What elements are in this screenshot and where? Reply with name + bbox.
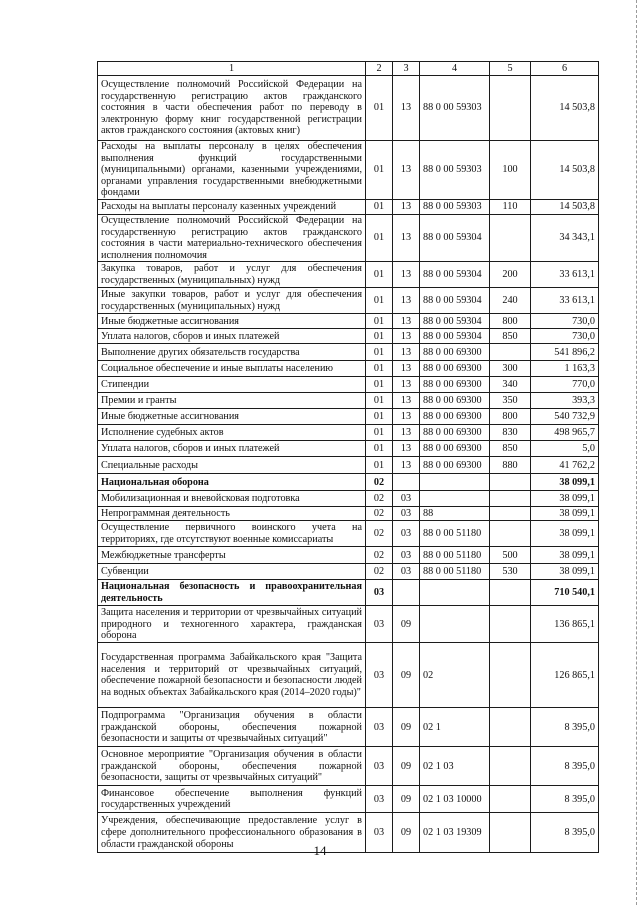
row-subsection: 03	[393, 564, 420, 580]
row-target-article: 88 0 00 69300	[420, 361, 490, 377]
row-target-article: 88 0 00 59304	[420, 214, 490, 261]
row-section: 01	[366, 76, 393, 141]
row-target-article: 88 0 00 59303	[420, 76, 490, 141]
row-subsection: 13	[393, 262, 420, 288]
row-name: Межбюджетные трансферты	[98, 547, 366, 564]
row-expense-type	[490, 786, 531, 813]
row-section: 01	[366, 361, 393, 377]
row-expense-type: 240	[490, 288, 531, 314]
table-row	[98, 786, 599, 813]
row-name: Финансовое обеспечение выполнения функций государственных учреждений	[98, 786, 366, 813]
row-subsection: 09	[393, 786, 420, 813]
row-target-article: 88 0 00 59304	[420, 314, 490, 329]
row-expense-type	[490, 643, 531, 708]
row-subsection: 03	[393, 507, 420, 521]
row-target-article	[420, 491, 490, 507]
row-target-article: 02 1 03	[420, 747, 490, 786]
row-name: Выполнение других обязательств государства	[98, 344, 366, 361]
table-row	[98, 344, 599, 361]
row-name: Осуществление первичного воинского учета на территориях, где отсутствуют военные комиссариаты	[98, 521, 366, 547]
row-subsection: 09	[393, 606, 420, 643]
row-section: 03	[366, 606, 393, 643]
row-expense-type	[490, 76, 531, 141]
table-row	[98, 141, 599, 200]
table-row	[98, 474, 599, 491]
table-header-row	[98, 62, 599, 76]
row-name: Подпрограмма "Организация обучения в области гражданской обороны, обеспечения пожарной безопасности и защиты от чрезвычайных ситуаций"	[98, 708, 366, 747]
row-amount: 393,3	[531, 393, 599, 409]
table-row	[98, 361, 599, 377]
row-name: Иные закупки товаров, работ и услуг для обеспечения государственных (муниципальных) нужд	[98, 288, 366, 314]
row-expense-type: 830	[490, 425, 531, 441]
table-row	[98, 288, 599, 314]
row-target-article: 02 1 03 19309	[420, 813, 490, 853]
row-name: Иные бюджетные ассигнования	[98, 409, 366, 425]
row-section: 03	[366, 813, 393, 853]
row-target-article: 02	[420, 643, 490, 708]
row-amount: 34 343,1	[531, 214, 599, 261]
row-section: 01	[366, 409, 393, 425]
row-target-article: 02 1 03 10000	[420, 786, 490, 813]
row-subsection: 13	[393, 344, 420, 361]
row-target-article: 88 0 00 69300	[420, 425, 490, 441]
row-amount: 8 395,0	[531, 747, 599, 786]
row-target-article: 88 0 00 51180	[420, 564, 490, 580]
row-target-article	[420, 580, 490, 606]
row-target-article	[420, 474, 490, 491]
row-amount: 38 099,1	[531, 547, 599, 564]
row-name: Осуществление полномочий Российской Федерации на государственную регистрацию актов гражданского состояния в части обеспечения работ по переводу в электронную форму книг государственной регистрации актов гражданского состояния (актовых книг)	[98, 76, 366, 141]
row-name: Субвенции	[98, 564, 366, 580]
row-subsection: 13	[393, 393, 420, 409]
row-amount: 38 099,1	[531, 564, 599, 580]
row-expense-type	[490, 491, 531, 507]
row-amount: 1 163,3	[531, 361, 599, 377]
table-row	[98, 521, 599, 547]
row-name: Основное мероприятие "Организация обучения в области гражданской обороны, обеспечения пожарной безопасности, защиты от чрезвычайных ситуаций"	[98, 747, 366, 786]
row-subsection: 03	[393, 547, 420, 564]
table-row	[98, 580, 599, 606]
row-subsection: 09	[393, 708, 420, 747]
row-subsection: 13	[393, 214, 420, 261]
header-col-amount: 6	[531, 62, 599, 76]
row-subsection: 03	[393, 491, 420, 507]
row-expense-type: 110	[490, 199, 531, 214]
row-target-article: 88	[420, 507, 490, 521]
row-name: Премии и гранты	[98, 393, 366, 409]
row-amount: 38 099,1	[531, 491, 599, 507]
row-target-article: 88 0 00 59303	[420, 199, 490, 214]
table-row	[98, 76, 599, 141]
row-expense-type	[490, 708, 531, 747]
row-subsection: 09	[393, 747, 420, 786]
row-subsection	[393, 580, 420, 606]
row-name: Уплата налогов, сборов и иных платежей	[98, 441, 366, 457]
row-subsection: 09	[393, 643, 420, 708]
header-col-target-article: 4	[420, 62, 490, 76]
row-expense-type: 300	[490, 361, 531, 377]
row-expense-type	[490, 507, 531, 521]
table-row	[98, 393, 599, 409]
row-amount: 14 503,8	[531, 199, 599, 214]
table-row	[98, 409, 599, 425]
table-row	[98, 329, 599, 344]
row-amount: 540 732,9	[531, 409, 599, 425]
row-amount: 136 865,1	[531, 606, 599, 643]
row-subsection: 13	[393, 76, 420, 141]
row-section: 01	[366, 199, 393, 214]
row-amount: 14 503,8	[531, 76, 599, 141]
table-row	[98, 747, 599, 786]
table-row	[98, 457, 599, 474]
table-row	[98, 377, 599, 393]
row-amount: 8 395,0	[531, 813, 599, 853]
row-amount: 498 965,7	[531, 425, 599, 441]
row-subsection: 13	[393, 361, 420, 377]
row-name: Стипендии	[98, 377, 366, 393]
row-section: 03	[366, 643, 393, 708]
row-section: 03	[366, 786, 393, 813]
row-target-article: 88 0 00 69300	[420, 441, 490, 457]
row-subsection: 13	[393, 329, 420, 344]
row-subsection: 13	[393, 288, 420, 314]
table-row	[98, 547, 599, 564]
page-number: 14	[313, 843, 327, 858]
row-name: Мобилизационная и вневойсковая подготовка	[98, 491, 366, 507]
row-amount: 541 896,2	[531, 344, 599, 361]
row-section: 01	[366, 314, 393, 329]
row-target-article	[420, 606, 490, 643]
row-name: Защита населения и территории от чрезвычайных ситуаций природного и техногенного характера, гражданская оборона	[98, 606, 366, 643]
row-target-article: 88 0 00 59304	[420, 329, 490, 344]
table-row	[98, 491, 599, 507]
row-section: 02	[366, 521, 393, 547]
row-subsection: 13	[393, 425, 420, 441]
row-expense-type	[490, 474, 531, 491]
row-target-article: 88 0 00 51180	[420, 521, 490, 547]
row-expense-type	[490, 747, 531, 786]
row-name: Уплата налогов, сборов и иных платежей	[98, 329, 366, 344]
row-amount: 33 613,1	[531, 262, 599, 288]
row-subsection: 13	[393, 199, 420, 214]
row-section: 01	[366, 377, 393, 393]
row-section: 01	[366, 457, 393, 474]
header-col-name: 1	[98, 62, 366, 76]
row-name: Исполнение судебных актов	[98, 425, 366, 441]
table-row	[98, 425, 599, 441]
row-section: 01	[366, 329, 393, 344]
row-section: 01	[366, 288, 393, 314]
row-name: Закупка товаров, работ и услуг для обеспечения государственных (муниципальных) нужд	[98, 262, 366, 288]
row-section: 02	[366, 474, 393, 491]
row-amount: 38 099,1	[531, 474, 599, 491]
row-section: 01	[366, 262, 393, 288]
row-section: 01	[366, 393, 393, 409]
row-section: 02	[366, 491, 393, 507]
row-amount: 41 762,2	[531, 457, 599, 474]
table-row	[98, 314, 599, 329]
row-section: 03	[366, 708, 393, 747]
row-target-article: 88 0 00 59304	[420, 262, 490, 288]
row-section: 01	[366, 441, 393, 457]
row-subsection: 13	[393, 441, 420, 457]
table-row	[98, 643, 599, 708]
row-section: 03	[366, 580, 393, 606]
row-subsection: 03	[393, 521, 420, 547]
row-target-article: 88 0 00 51180	[420, 547, 490, 564]
row-amount: 126 865,1	[531, 643, 599, 708]
row-subsection: 13	[393, 409, 420, 425]
row-name: Расходы на выплаты персоналу в целях обеспечения выполнения функций государственными (муниципальными) органами, казенными учреждениями, органами управления государственными внебюджетными фондами	[98, 141, 366, 200]
row-subsection: 13	[393, 457, 420, 474]
row-amount: 8 395,0	[531, 708, 599, 747]
header-col-expense-type: 5	[490, 62, 531, 76]
row-name: Непрограммная деятельность	[98, 507, 366, 521]
row-expense-type: 350	[490, 393, 531, 409]
row-expense-type: 100	[490, 141, 531, 200]
row-name: Иные бюджетные ассигнования	[98, 314, 366, 329]
row-name: Социальное обеспечение и иные выплаты населению	[98, 361, 366, 377]
row-expense-type	[490, 344, 531, 361]
row-target-article: 88 0 00 69300	[420, 409, 490, 425]
page-edge-dashed-line	[636, 0, 637, 905]
row-expense-type	[490, 606, 531, 643]
row-section: 02	[366, 547, 393, 564]
row-expense-type: 800	[490, 409, 531, 425]
row-amount: 770,0	[531, 377, 599, 393]
row-amount: 8 395,0	[531, 786, 599, 813]
row-name: Национальная безопасность и правоохранительная деятельность	[98, 580, 366, 606]
row-expense-type: 850	[490, 441, 531, 457]
table-row	[98, 199, 599, 214]
row-expense-type	[490, 521, 531, 547]
table-body	[98, 76, 599, 853]
row-section: 01	[366, 214, 393, 261]
row-section: 02	[366, 507, 393, 521]
row-section: 03	[366, 747, 393, 786]
row-target-article: 88 0 00 59304	[420, 288, 490, 314]
table-row	[98, 564, 599, 580]
row-target-article: 88 0 00 69300	[420, 393, 490, 409]
row-subsection: 13	[393, 141, 420, 200]
row-amount: 5,0	[531, 441, 599, 457]
row-amount: 730,0	[531, 329, 599, 344]
row-target-article: 88 0 00 69300	[420, 457, 490, 474]
row-amount: 710 540,1	[531, 580, 599, 606]
header-col-section: 2	[366, 62, 393, 76]
table-row	[98, 507, 599, 521]
table-row	[98, 214, 599, 261]
row-name: Учреждения, обеспечивающие предоставление услуг в сфере дополнительного профессионального образования в области гражданской обороны	[98, 813, 366, 853]
row-target-article: 88 0 00 59303	[420, 141, 490, 200]
row-expense-type: 850	[490, 329, 531, 344]
row-expense-type: 200	[490, 262, 531, 288]
table-row	[98, 708, 599, 747]
row-expense-type: 800	[490, 314, 531, 329]
row-expense-type: 880	[490, 457, 531, 474]
row-section: 01	[366, 344, 393, 361]
row-expense-type	[490, 580, 531, 606]
table-row	[98, 606, 599, 643]
row-subsection: 13	[393, 377, 420, 393]
table-row	[98, 441, 599, 457]
row-expense-type	[490, 214, 531, 261]
row-amount: 38 099,1	[531, 507, 599, 521]
row-subsection: 13	[393, 314, 420, 329]
row-expense-type: 530	[490, 564, 531, 580]
row-subsection: 09	[393, 813, 420, 853]
row-amount: 14 503,8	[531, 141, 599, 200]
row-name: Расходы на выплаты персоналу казенных учреждений	[98, 199, 366, 214]
row-section: 01	[366, 425, 393, 441]
row-expense-type: 500	[490, 547, 531, 564]
row-target-article: 88 0 00 69300	[420, 377, 490, 393]
row-subsection	[393, 474, 420, 491]
budget-table	[97, 61, 599, 853]
row-amount: 730,0	[531, 314, 599, 329]
row-target-article: 88 0 00 69300	[420, 344, 490, 361]
row-amount: 33 613,1	[531, 288, 599, 314]
row-target-article: 02 1	[420, 708, 490, 747]
row-name: Осуществление полномочий Российской Федерации на государственную регистрацию актов гражданского состояния в части материально-технического обеспечения исполнения полномочия	[98, 214, 366, 261]
row-name: Государственная программа Забайкальского края "Защита населения и территорий от чрезвычайных ситуаций, обеспечение пожарной безопасности и безопасности людей на водных объектах Забайкальского края (2014–2020 годы)"	[98, 643, 366, 708]
row-section: 01	[366, 141, 393, 200]
row-expense-type: 340	[490, 377, 531, 393]
row-amount: 38 099,1	[531, 521, 599, 547]
row-name: Национальная оборона	[98, 474, 366, 491]
row-name: Специальные расходы	[98, 457, 366, 474]
table-row	[98, 262, 599, 288]
row-section: 02	[366, 564, 393, 580]
header-col-subsection: 3	[393, 62, 420, 76]
